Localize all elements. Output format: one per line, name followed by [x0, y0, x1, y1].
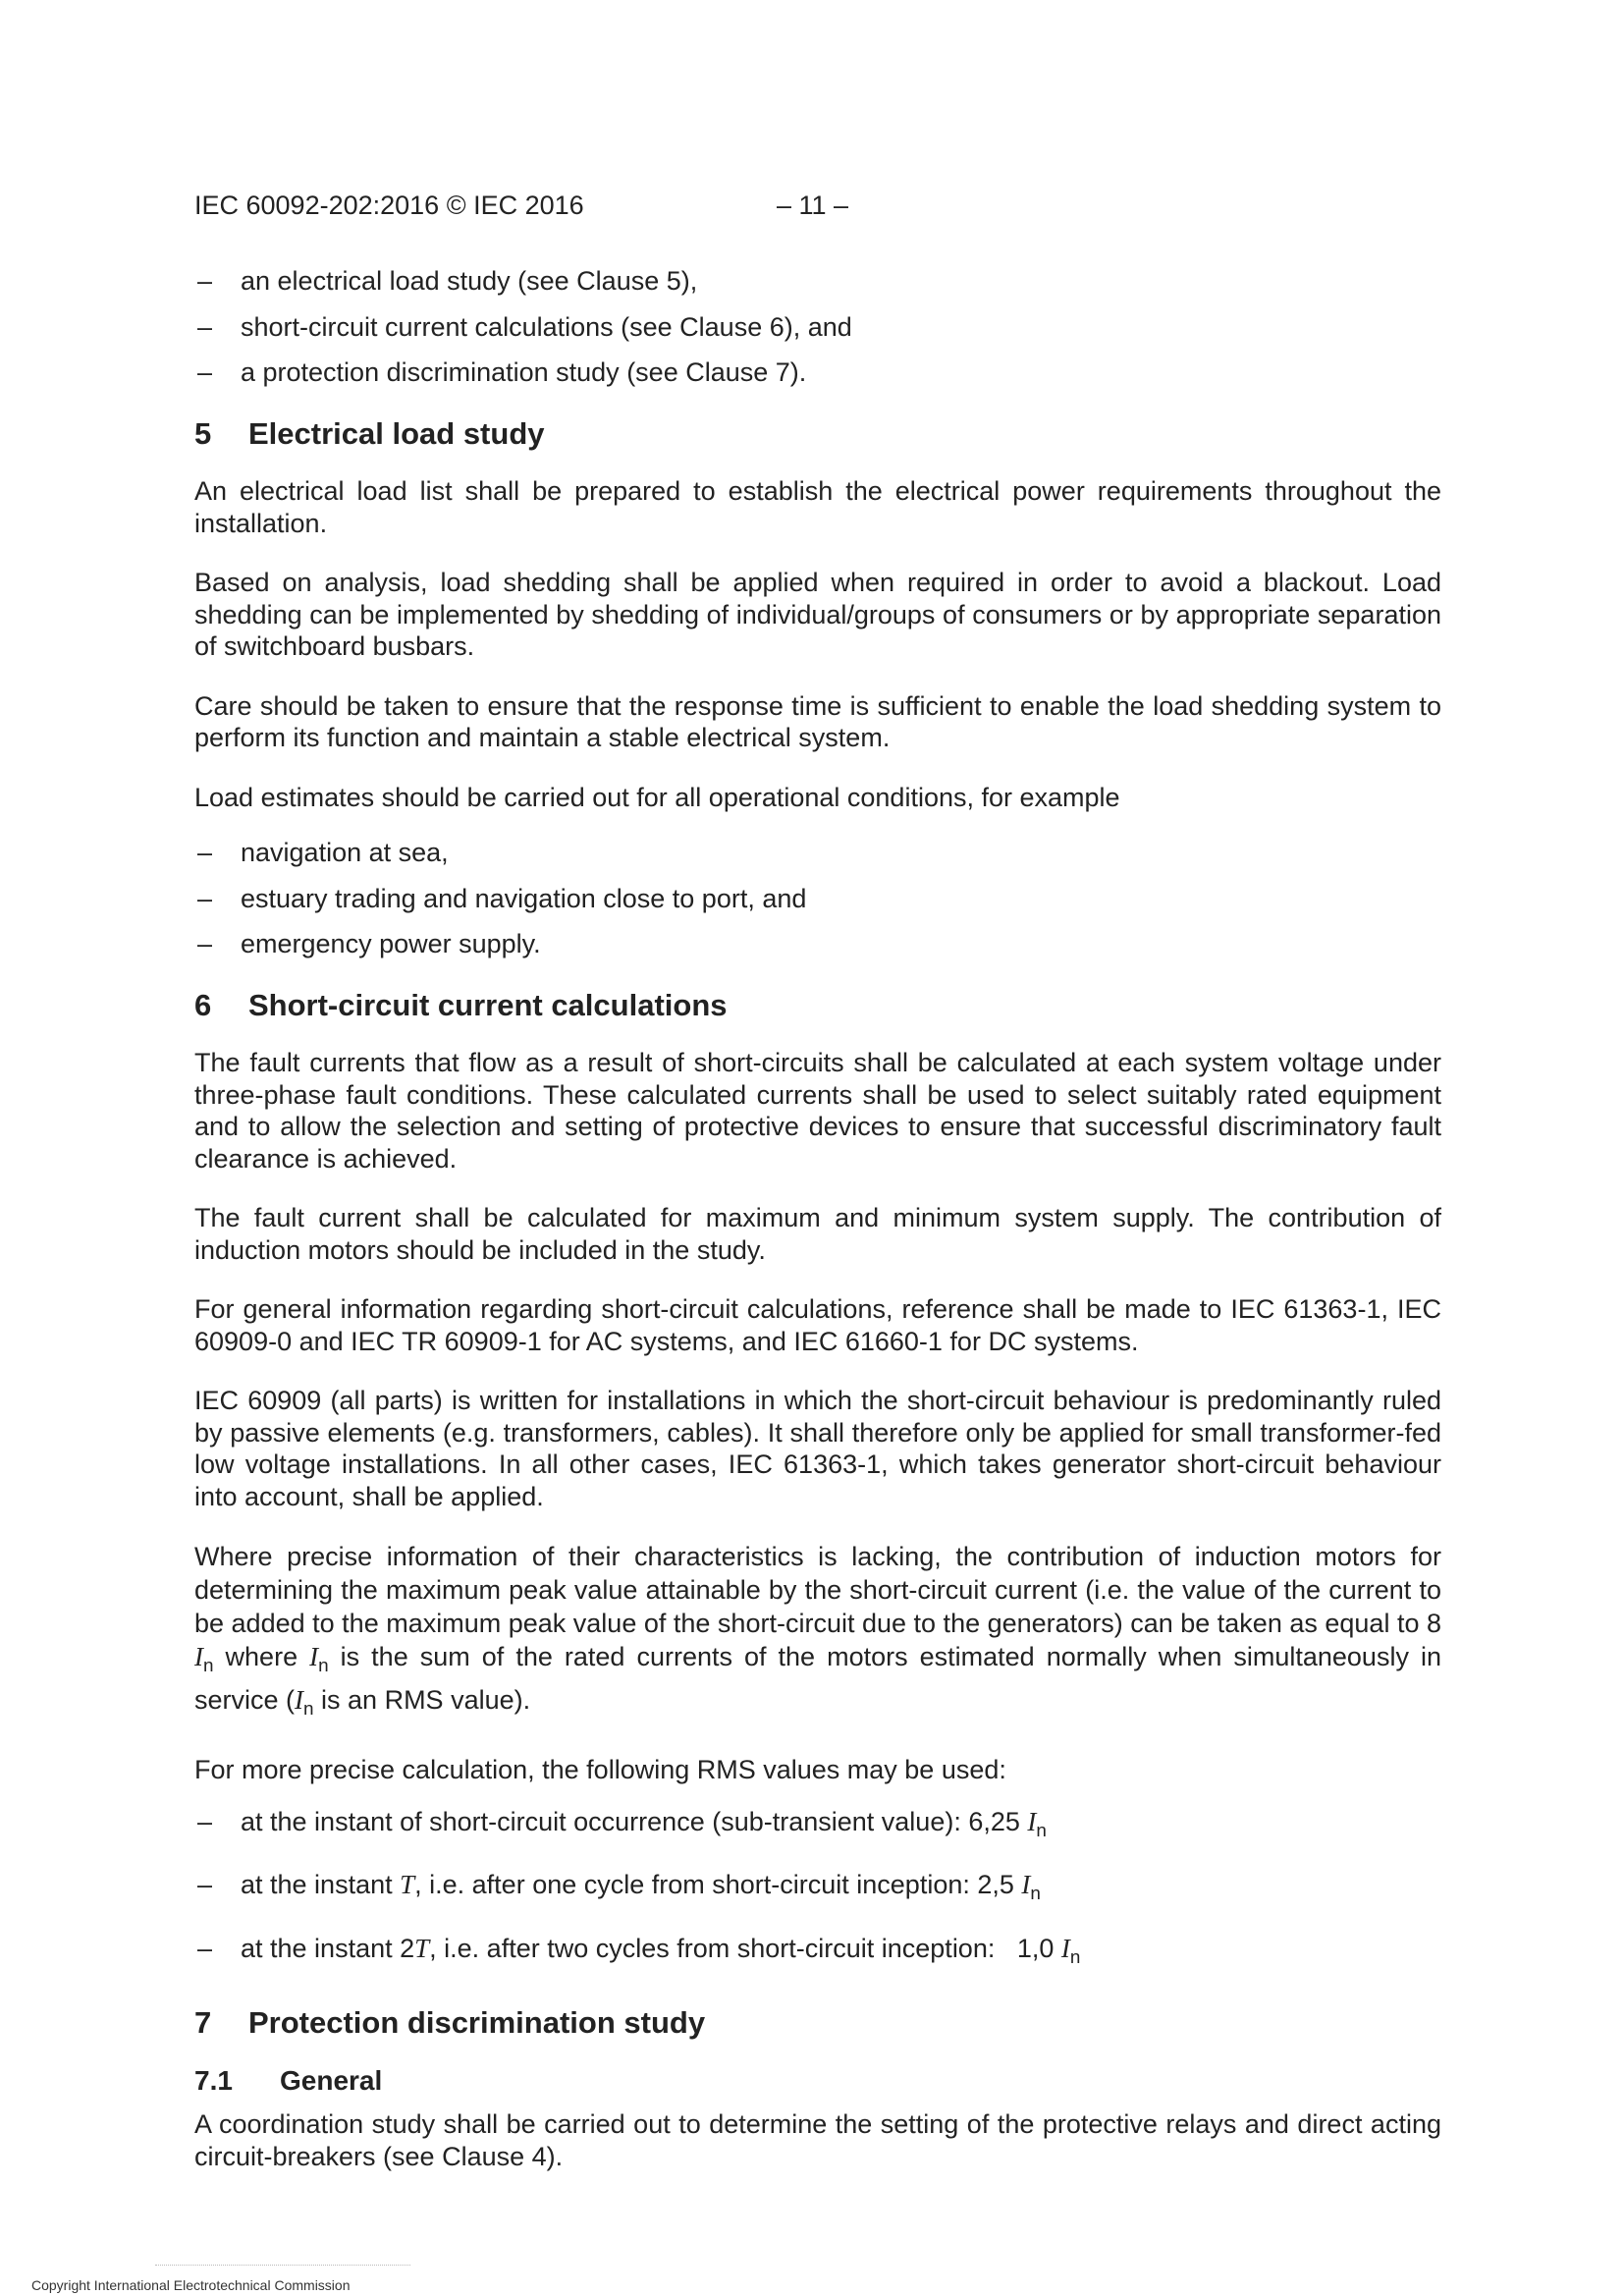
paragraph: For general information regarding short-circuit calculations, reference shall be made to IEC 61363-1, IEC 60909-0 and IEC TR 60909-1 for AC systems, and IEC 61660-1 for DC systems.	[194, 1294, 1441, 1356]
list-item: – at the instant T, i.e. after one cycle from short-circuit inception: 2,5 $I_n$	[197, 1870, 1041, 1904]
paragraph: IEC 60909 (all parts) is written for installations in which the short-circuit behaviour is predominantly ruled by passive elements (e.g. transformers, cables). It shall therefore only be applied for small transformer-fed low voltage installations. In all other cases, IEC 61363-1, which takes generator short-circuit behaviour into account, shall be applied.	[194, 1386, 1441, 1511]
list-item: – an electrical load study (see Clause 5),	[197, 266, 698, 296]
paragraph: An electrical load list shall be prepared to establish the electrical power requirements throughout the installation.	[194, 476, 1441, 538]
copyright-footer: Copyright International Electrotechnical Commission	[31, 2277, 351, 2293]
paragraph: The fault currents that flow as a result of short-circuits shall be calculated at each system voltage under three-phase fault conditions. These calculated currents shall be used to select suitably rated equipment and to allow the selection and setting of protective devices to ensure that successful discriminatory fault clearance is achieved.	[194, 1048, 1441, 1174]
section-6-heading: 6 Short-circuit current calculations	[194, 987, 728, 1022]
paragraph: For more precise calculation, the following RMS values may be used:	[194, 1755, 1006, 1784]
list-item: – short-circuit current calculations (see Clause 6), and	[197, 311, 852, 342]
footer-divider	[155, 2265, 410, 2267]
list-item: – emergency power supply.	[197, 929, 541, 958]
paragraph: Care should be taken to ensure that the response time is sufficient to enable the load shedding system to perform its function and maintain a stable electrical system.	[194, 690, 1441, 752]
document-id: IEC 60092-202:2016 © IEC 2016	[194, 191, 584, 220]
list-item: – a protection discrimination study (see Clause 7).	[197, 357, 807, 387]
section-7-1-heading: 7.1 General	[194, 2064, 383, 2096]
section-7-heading: 7 Protection discrimination study	[194, 2005, 706, 2040]
list-item: – at the instant 2T, i.e. after two cycles from short-circuit inception: 1,0 $I_n$	[197, 1933, 1081, 1968]
paragraph: A coordination study shall be carried out to determine the setting of the protective relays and direct acting circuit-breakers (see Clause 4).	[194, 2109, 1441, 2171]
page-number: – 11 –	[777, 191, 849, 220]
paragraph: Where precise information of their characteristics is lacking, the contribution of induction motors for determining the maximum peak value attainable by the short-circuit current (i.e. the value of the current to be added to the maximum peak value of the short-circuit due to the generators) can be taken as equal to 8 $I_n$ where $I_n$ is the sum of the rated currents of the motors estimated normally when simultaneously in service ($I_n$ is an RMS value).	[194, 1542, 1441, 1720]
paragraph: Based on analysis, load shedding shall be applied when required in order to avoid a blackout. Load shedding can be implemented by shedding of individual/groups of consumers or by appropriate separation of switchboard busbars.	[194, 568, 1441, 661]
section-5-heading: 5 Electrical load study	[194, 415, 545, 451]
list-item: – at the instant of short-circuit occurrence (sub-transient value): 6,25 $I_n$	[197, 1806, 1047, 1841]
list-item: – estuary trading and navigation close to port, and	[197, 883, 807, 913]
list-item: – navigation at sea,	[197, 838, 449, 867]
document-body	[194, 265, 1441, 2200]
paragraph: The fault current shall be calculated for maximum and minimum system supply. The contribution of induction motors should be included in the study.	[194, 1203, 1441, 1265]
paragraph: Load estimates should be carried out for all operational conditions, for example	[194, 782, 1120, 812]
